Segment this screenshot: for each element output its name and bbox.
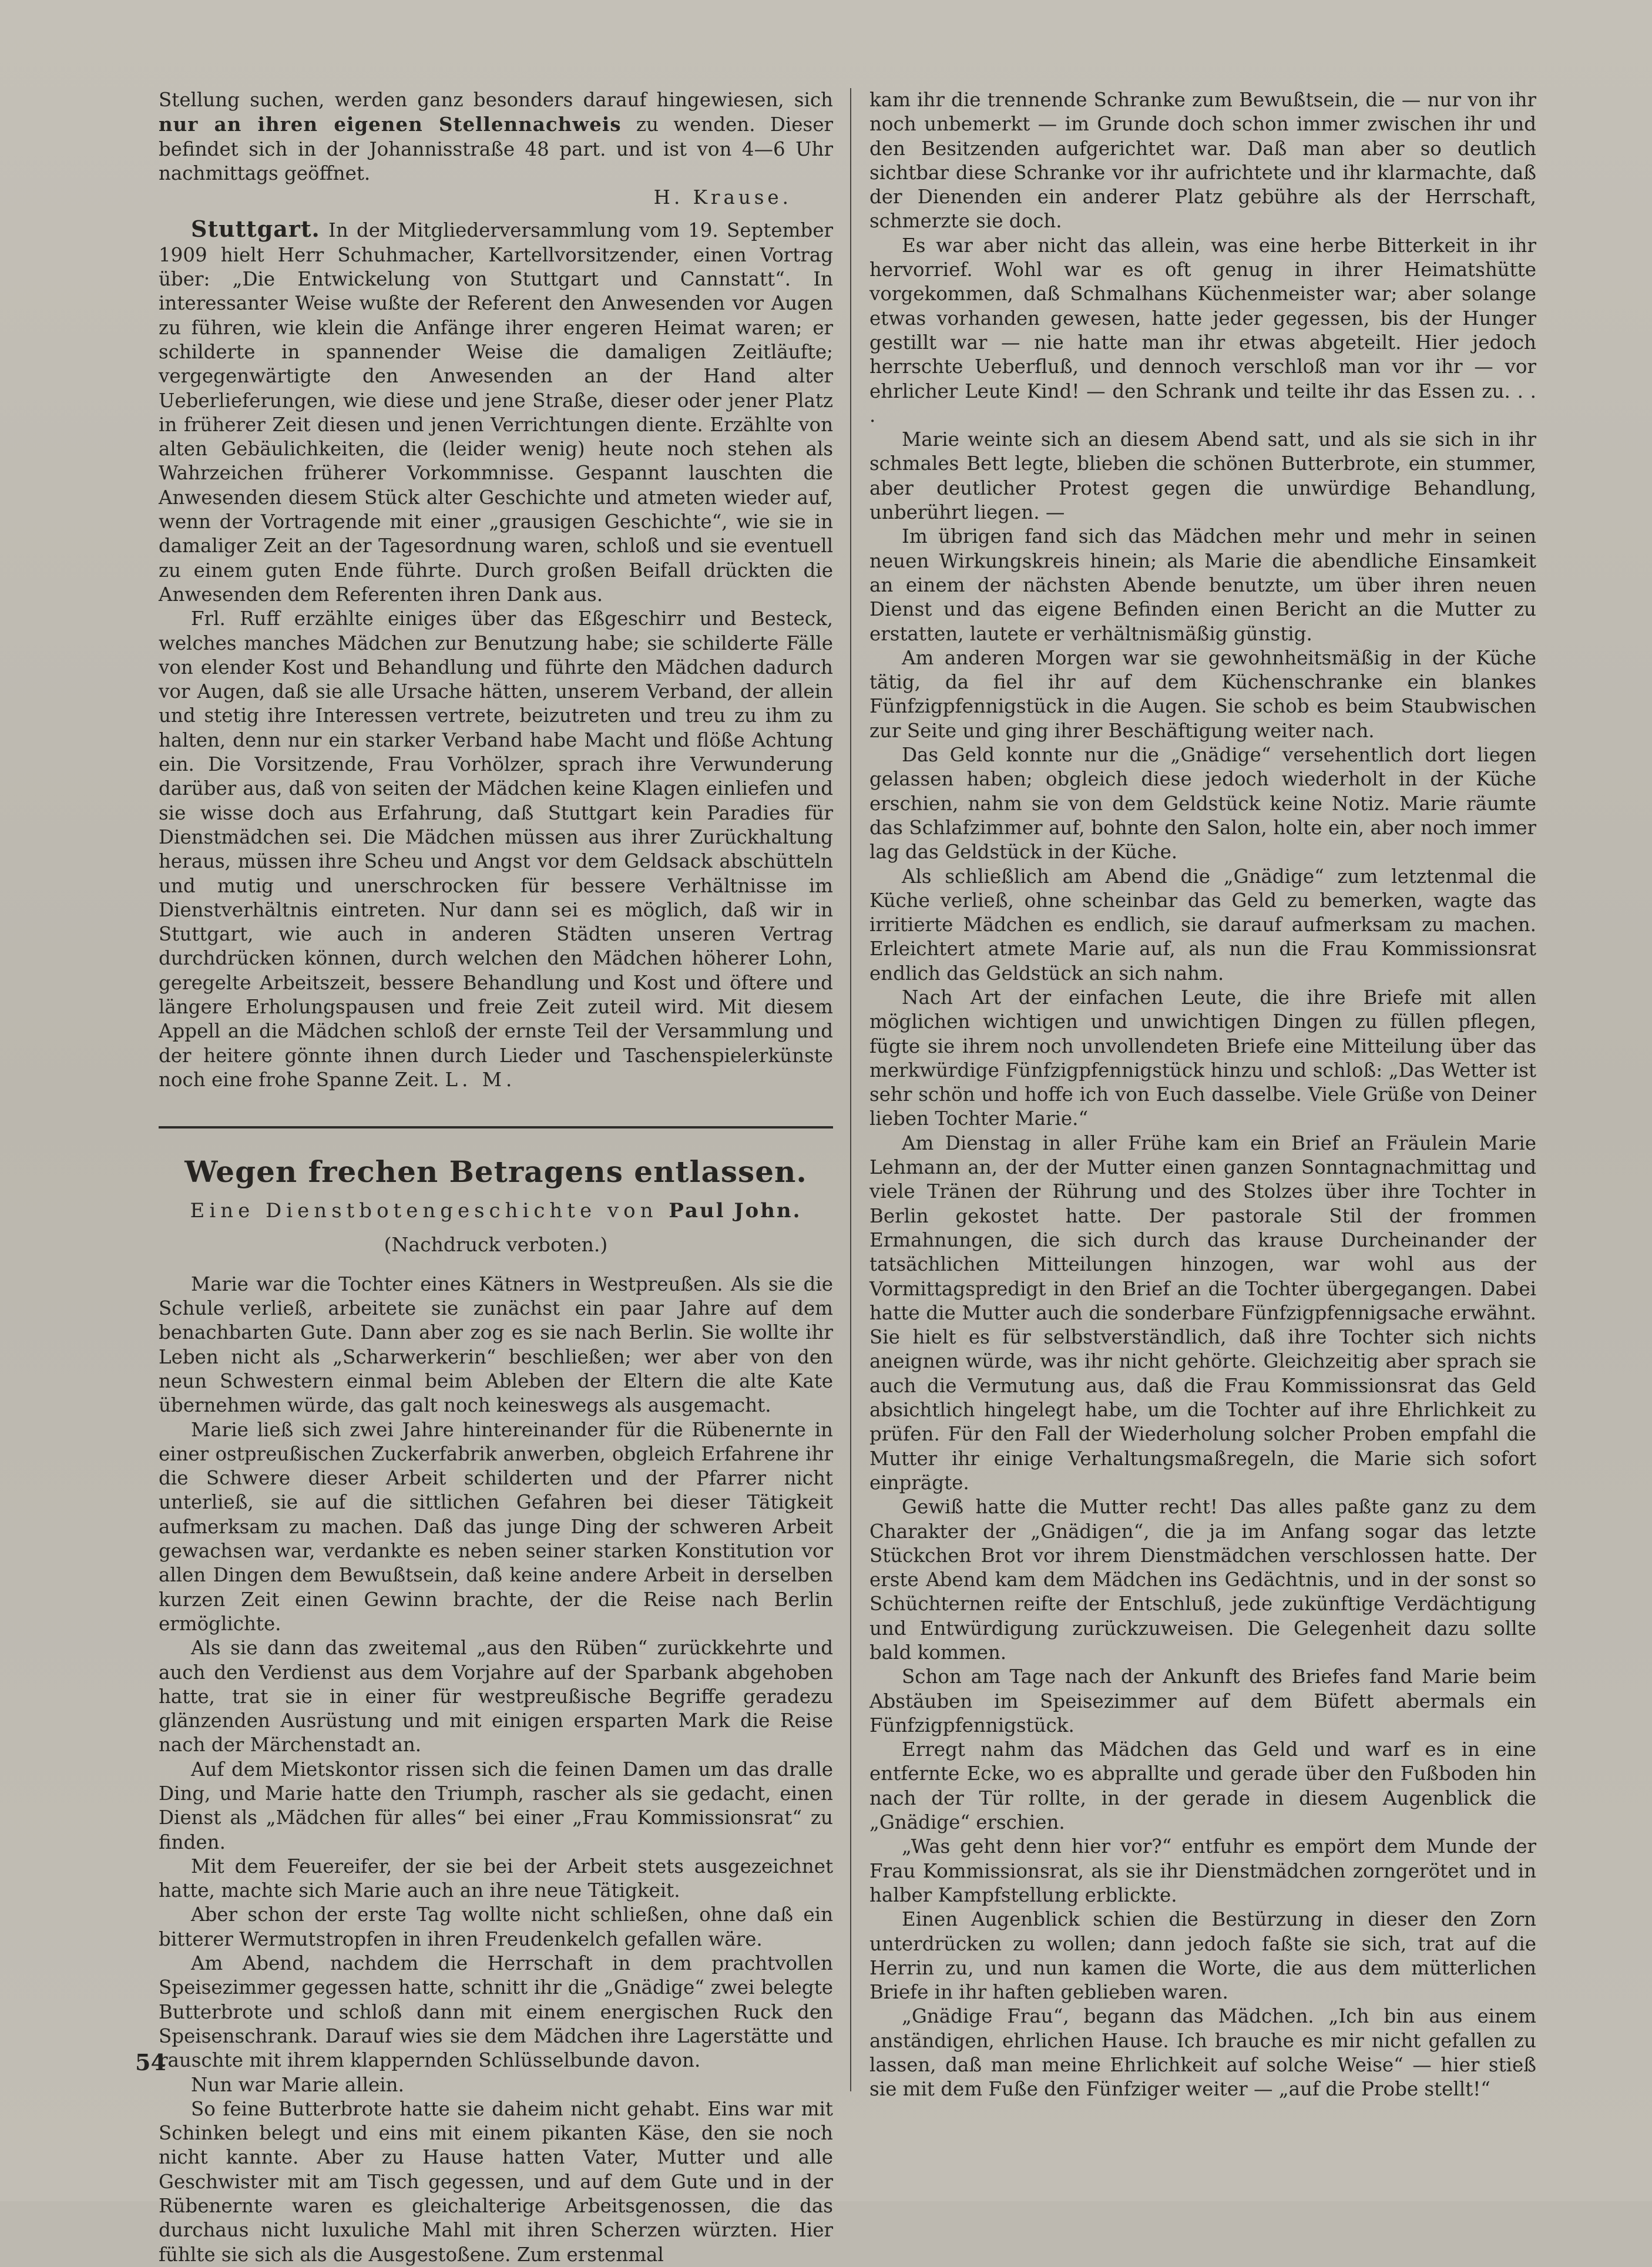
page-number: 54 (135, 2049, 166, 2075)
story-paragraph: Als schließlich am Abend die „Gnädige“ zum letztenmal die Küche verließ, ohne scheinbar das Geld zu bemerken, wagte das irritierte Mädchen es endlich, sie darauf aufmerksam zu machen. Erleichtert atmete Marie auf, als nun die Frau Kommissionsrat endlich das Geldstück an sich nahm. (869, 865, 1536, 985)
story-paragraph: Am anderen Morgen war sie gewohnheitsmäßig in der Küche tätig, da fiel ihr auf dem Küchenschranke ein blankes Fünfzigpfennigstück in die Augen. Sie schob es beim Staubwischen zur Seite und ging ihrer Beschäftigung weiter nach. (869, 646, 1536, 742)
story-paragraph: Mit dem Feuereifer, der sie bei der Arbeit stets ausgezeichnet hatte, machte sich Marie auch an ihre neue Tätigkeit. (159, 1855, 833, 1902)
story-paragraph: Das Geld konnte nur die „Gnädige“ versehentlich dort liegen gelassen haben; obgleich diese jedoch wiederholt in der Küche erschien, nahm sie von dem Geldstück keine Notiz. Marie räumte das Schlafzimmer auf, bohnte den Salon, holte ein, aber noch immer lag das Geldstück in der Küche. (869, 744, 1536, 864)
report-text-1: In der Mitgliederversammlung vom 19. September 1909 hielt Herr Schuhmacher, Kartellvorsitzender, einen Vortrag über: „Die Entwickelung von Stuttgart und Cannstatt“. In interessanter Weise wußte der Referent den Anwesenden vor Augen zu führen, wie klein die Anfänge ihrer engeren Heimat waren; er schilderte in spannender Weise die damaligen Zeitläufte; vergegenwärtigte den Anwesenden an der Hand alter Ueberlieferungen, wie diese und jene Straße, dieser oder jener Platz in früherer Zeit diesen und jenen Verrichtungen diente. Erzählte von alten Gebäulichkeiten, die (leider wenig) heute noch stehen als Wahrzeichen früherer Vorkommnisse. Gespannt lauschten die Anwesenden diesem Stück alter Geschichte und atmeten wieder auf, wenn der Vortragende mit einer „grausigen Geschichte“, wie sie in damaliger Zeit an der Tagesordnung waren, schloß und sie eventuell zu einem guten Ende führte. Durch großen Beifall drückten die Anwesenden dem Referenten ihren Dank aus. (159, 219, 833, 606)
story-paragraph: Marie weinte sich an diesem Abend satt, und als sie sich in ihr schmales Bett legte, blieben die schönen Butterbrote, ein stummer, aber deutlicher Protest gegen die unwürdige Behandlung, unberührt liegen. — (869, 428, 1536, 524)
story-paragraph: Marie war die Tochter eines Kätners in Westpreußen. Als sie die Schule verließ, arbeitete sie zunächst ein paar Jahre auf dem benachbarten Gute. Dann aber zog es sie nach Berlin. Sie wollte ihr Leben nicht als „Scharwerkerin“ beschließen; wer aber von den neun Schwestern einmal beim Ableben der Eltern die alte Kate übernehmen würde, das galt noch keineswegs als ausgemacht. (159, 1272, 833, 1417)
story-paragraph: Als sie dann das zweitemal „aus den Rüben“ zurückkehrte und auch den Verdienst aus dem Vorjahre auf der Sparbank abgehoben hatte, trat sie in einer für westpreußische Begriffe geradezu glänzenden Ausrüstung und mit einigen ersparten Mark die Reise nach der Märchenstadt an. (159, 1637, 833, 1756)
intro-text: Stellung suchen, werden ganz besonders darauf hingewiesen, sich (159, 89, 833, 111)
right-column (869, 88, 1536, 2102)
story-paragraph: Auf dem Mietskontor rissen sich die feinen Damen um das dralle Ding, und Marie hatte den Triumph, rascher als sie gedacht, einen Dienst als „Mädchen für alles“ bei einer „Frau Kommissionsrat“ zu finden. (159, 1758, 833, 1853)
story-paragraph: Nach Art der einfachen Leute, die ihre Briefe mit allen möglichen wichtigen und unwichtigen Dingen zu füllen pflegen, fügte sie ihrem noch unvollendeten Briefe eine Mitteilung über das merkwürdige Fünfzigpfennigstück hinzu und schloß: „Das Wetter ist sehr schön und hoffe ich von Euch dasselbe. Viele Grüße von Deiner lieben Tochter Marie.“ (869, 986, 1536, 1130)
story-paragraph: Nun war Marie allein. (191, 2073, 404, 2096)
story-author: Paul John. (669, 1199, 802, 1223)
story-paragraph: Am Dienstag in aller Frühe kam ein Brief an Fräulein Marie Lehmann an, der der Mutter einen ganzen Sonntagnachmittag und viele Tränen der Rührung und des Stolzes über ihre Tochter in Berlin gekostet hatte. Der pastorale Stil der frommen Ermahnungen, die sich durch das krause Durcheinander der tatsächlichen Mitteilungen hinzogen, war wohl aus der Vormittagspredigt in den Brief an die Tochter übergegangen. Dabei hatte die Mutter auch die sonderbare Fünfzigpfennigsache erwähnt. Sie hielt es für selbstverständlich, daß ihre Tochter sich nichts aneignen würde, was ihr nicht gehörte. Gleichzeitig aber sprach sie auch die Vermutung aus, daß die Frau Kommissionsrat das Geld absichtlich hingelegt habe, um die Tochter auf ihre Ehrlichkeit zu prüfen. Für den Fall der Wiederholung solcher Proben empfahl die Mutter ihr einige Verhaltungsmaßregeln, die Marie sich sofort einprägte. (869, 1131, 1536, 1494)
left-column (159, 88, 833, 2267)
report-city: Stuttgart. (191, 216, 320, 243)
story-paragraph: So feine Butterbrote hatte sie daheim nicht gehabt. Eins war mit Schinken belegt und eins mit einem pikanten Käse, den sie noch nicht kannte. Aber zu Hause hatten Vater, Mutter und alle Geschwister mit am Tisch gegessen, und auf dem Gute und in der Rübenernte waren es gleichalterige Arbeitsgenossen, die das durchaus nicht luxuliche Mahl mit ihren Scherzen würzten. Hier fühlte sie sich als die Ausgestoßene. Zum erstenmal (159, 2097, 833, 2266)
story-paragraph: Schon am Tage nach der Ankunft des Briefes fand Marie beim Abstäuben im Speisezimmer auf dem Büfett abermals ein Fünfzigpfennigstück. (869, 1665, 1536, 1737)
report-text-2: Frl. Ruff erzählte einiges über das Eßgeschirr und Besteck, welches manches Mädchen zur Benutzung habe; sie schilderte Fälle von elender Kost und Behandlung und führte den Mädchen dadurch vor Augen, daß sie alle Ursache hätten, unserem Verband, der allein und stetig ihre Interessen vertrete, beizutreten und treu zu ihm zu halten, denn nur ein starker Verband habe Macht und flöße Achtung ein. Die Vorsitzende, Frau Vorhölzer, sprach ihre Verwunderung darüber aus, daß von seiten der Mädchen keine Klagen einliefen und sie wisse doch aus Erfahrung, daß Stuttgart kein Paradies für Dienstmädchen sei. Die Mädchen müssen aus ihrer Zurückhaltung heraus, müssen ihre Scheu und Angst vor dem Geldsack abschütteln und mutig und unerschrocken für bessere Verhältnisse im Dienstverhältnis eintreten. Nur dann sei es möglich, daß wir in Stuttgart, wie auch in anderen Städten unseren Vertrag durchdrücken können, durch welchen den Mädchen höherer Lohn, geregelte Arbeitszeit, bessere Behandlung und Kost und öftere und längere Erholungspausen und freie Zeit zuteil wird. Mit diesem Appell an die Mädchen schloß der ernste Teil der Versammlung und der heitere gönnte ihnen durch Lieder und Taschenspielerkünste noch eine frohe Spanne Zeit. (159, 607, 833, 1091)
story-title: Wegen frechen Betragens entlassen. (184, 1154, 807, 1190)
intro-rest-text: zu wenden. Dieser befindet sich in der Johannisstraße 48 part. und ist von 4—6 Uhr nachmittags geöffnet. (159, 113, 833, 184)
intro-signature: H. Krause. (653, 186, 792, 209)
story-paragraph: Marie ließ sich zwei Jahre hintereinander für die Rübenernte in einer ostpreußischen Zuckerfabrik anwerben, obgleich Erfahrene ihr die Schwere dieser Arbeit schilderten und der Pfarrer nicht unterließ, sie auf die sittlichen Gefahren bei dieser Tätigkeit aufmerksam zu machen. Daß das junge Ding der schweren Arbeit gewachsen war, verdankte es neben seiner starken Konstitution vor allen Dingen dem Bewußtsein, daß keine andere Arbeit in derselben kurzen Zeit einen Gewinn brachte, der die Reise nach Berlin ermöglichte. (159, 1418, 833, 1635)
story-paragraph: Einen Augenblick schien die Bestürzung in dieser den Zorn unterdrücken zu wollen; dann jedoch faßte sie sich, trat auf die Herrin zu, und nun kamen die Worte, die aus dem mütterlichen Briefe in ihr haften geblieben waren. (869, 1908, 1536, 2004)
story-paragraph: Erregt nahm das Mädchen das Geld und warf es in eine entfernte Ecke, wo es abprallte und gerade über den Fußboden hin nach der Tür rollte, in der gerade in diesem Augenblick die „Gnädige“ erschien. (869, 1738, 1536, 1834)
story-paragraph: kam ihr die trennende Schranke zum Bewußtsein, die — nur von ihr noch unbemerkt — im Grunde doch schon immer zwischen ihr und den Besitzenden aufgerichtet war. Daß man aber so deutlich sichtbar diese Schranke vor ihr aufrichtete und ihr klarmachte, daß der Dienenden ein anderer Platz gebühre als der Herrschaft, schmerzte sie doch. (869, 89, 1536, 233)
section-divider (159, 1126, 833, 1129)
intro-bold-text: nur an ihren eigenen Stellennachweis (159, 113, 622, 136)
story-paragraph: Es war aber nicht das allein, was eine herbe Bitterkeit in ihr hervorrief. Wohl war es oft genug in ihrer Heimatshütte vorgekommen, daß Schmalhans Küchenmeister war; aber solange etwas vorhanden gewesen, hatte jeder gegessen, bis der Hunger gestillt war — nie hatte man ihr etwas abgeteilt. Hier jedoch herrschte Ueberfluß, und dennoch verschloß man vor ihr — vor ehrlicher Leute Kind! — den Schrank und teilte ihr das Essen zu. . . . (869, 234, 1536, 426)
story-byline-prefix: Eine Dienstbotengeschichte von (190, 1199, 658, 1223)
report-paragraph-1 (159, 217, 833, 607)
report-signature: L. M. (445, 1068, 516, 1091)
story-reprint-note: (Nachdruck verboten.) (384, 1233, 608, 1257)
column-divider (850, 88, 851, 2091)
story-paragraph: „Gnädige Frau“, begann das Mädchen. „Ich bin aus einem anständigen, ehrlichen Hause. Ich brauche es mir nicht gefallen zu lassen, daß man meine Ehrlichkeit auf solche Weise“ — hier stieß sie mit dem Fuße den Fünfziger weiter — „auf die Probe stellt!“ (869, 2005, 1536, 2101)
report-paragraph-2 (159, 607, 833, 1092)
story-paragraph: Gewiß hatte die Mutter recht! Das alles paßte ganz zu dem Charakter der „Gnädigen“, die ja im Anfang sogar das letzte Stückchen Brot vor ihrem Dienstmädchen verschlossen hatte. Der erste Abend kam dem Mädchen ins Gedächtnis, und in der sonst so Schüchternen reifte der Entschluß, jede zukünftige Verdächtigung und Entwürdigung zurückzuweisen. Die Gelegenheit dazu sollte bald kommen. (869, 1496, 1536, 1664)
story-paragraph: Am Abend, nachdem die Herrschaft in dem prachtvollen Speisezimmer gegessen hatte, schnitt ihr die „Gnädige“ zwei belegte Butterbrote und schloß dann mit einem energischen Ruck den Speisenschrank. Darauf wies sie dem Mädchen ihre Lagerstätte und rauschte mit ihrem klappernden Schlüsselbunde davon. (159, 1952, 833, 2072)
story-byline (159, 1199, 833, 1223)
intro-paragraph (159, 88, 833, 186)
story-paragraph: Im übrigen fand sich das Mädchen mehr und mehr in seinen neuen Wirkungskreis hinein; als Marie die abendliche Einsamkeit an einem der nächsten Abende benutzte, um über ihren neuen Dienst und das eigene Befinden einen Bericht an die Mutter zu erstatten, lautete er verhältnismäßig günstig. (869, 525, 1536, 645)
story-paragraph: „Was geht denn hier vor?“ entfuhr es empört dem Munde der Frau Kommissionsrat, als sie ihr Dienstmädchen zorngerötet und in halber Kampfstellung erblickte. (869, 1835, 1536, 1906)
story-paragraph: Aber schon der erste Tag wollte nicht schließen, ohne daß ein bitterer Wermutstropfen in ihren Freudenkelch gefallen wäre. (159, 1903, 833, 1950)
